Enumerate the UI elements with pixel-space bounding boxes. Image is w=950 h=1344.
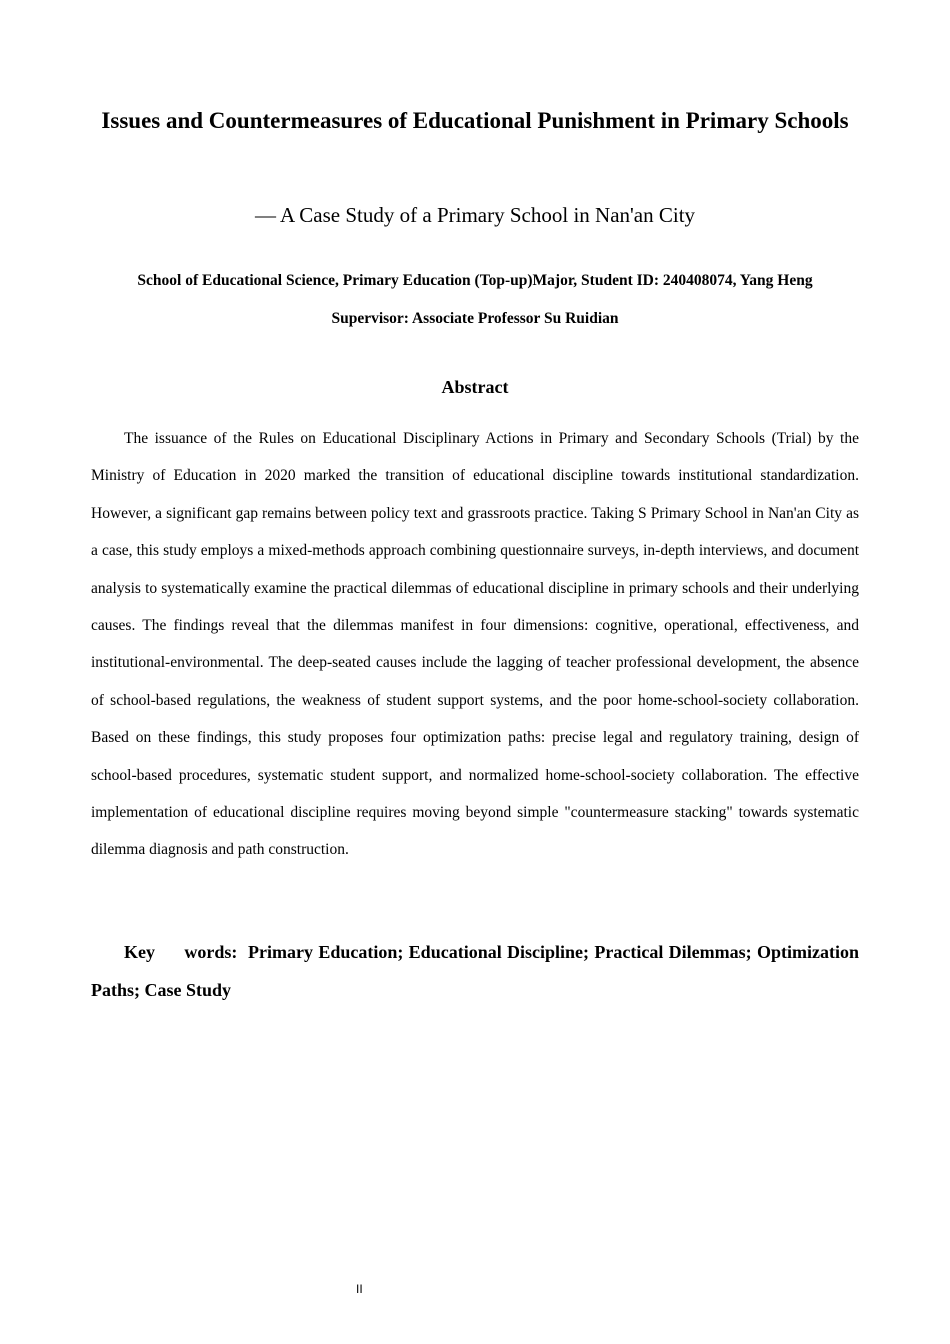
abstract-body: The issuance of the Rules on Educational Disciplinary Actions in Primary and Secondary Schools (Trial) by the Ministry of Education in 2020 marked the transition of educational discipline towards institutional standardization. However, a significant gap remains between policy text and grassroots practice. Taking S Primary School in Nan'an City as a case, this study employs a mixed-methods approach combining questionnaire surveys, in-depth interviews, and document analysis to systematically examine the practical dilemmas of educational discipline in primary schools and their underlying causes. The findings reveal that the dilemmas manifest in four dimensions: cognitive, operational, effectiveness, and institutional-environmental. The deep-seated causes include the lagging of teacher professional development, the absence of school-based regulations, the weakness of student support systems, and the poor home-school-society collaboration. Based on these findings, this study proposes four optimization paths: precise legal and regulatory training, design of school-based procedures, systematic student support, and normalized home-school-society collaboration. The effective implementation of educational discipline requires moving beyond simple "countermeasure stacking" towards systematic dilemma diagnosis and path construction.: [91, 430, 859, 859]
author-affiliation: School of Educational Science, Primary Education (Top-up)Major, Student ID: 240408074, Yang Heng: [137, 272, 813, 289]
keywords-paragraph: [91, 934, 859, 1009]
supervisor-line: Supervisor: Associate Professor Su Ruidian: [331, 310, 619, 327]
abstract-heading: Abstract: [441, 377, 509, 397]
paper-title: Issues and Countermeasures of Educational Punishment in Primary Schools: [101, 108, 849, 133]
page-number: II: [356, 1282, 363, 1296]
keywords-list: Primary Education; Educational Discipline; Practical Dilemmas; Optimization Paths; Case Study: [91, 942, 859, 1000]
keywords-label: Key words:: [124, 942, 238, 962]
paper-subtitle: — A Case Study of a Primary School in Nan'an City: [254, 203, 696, 227]
author-block: [91, 262, 859, 338]
